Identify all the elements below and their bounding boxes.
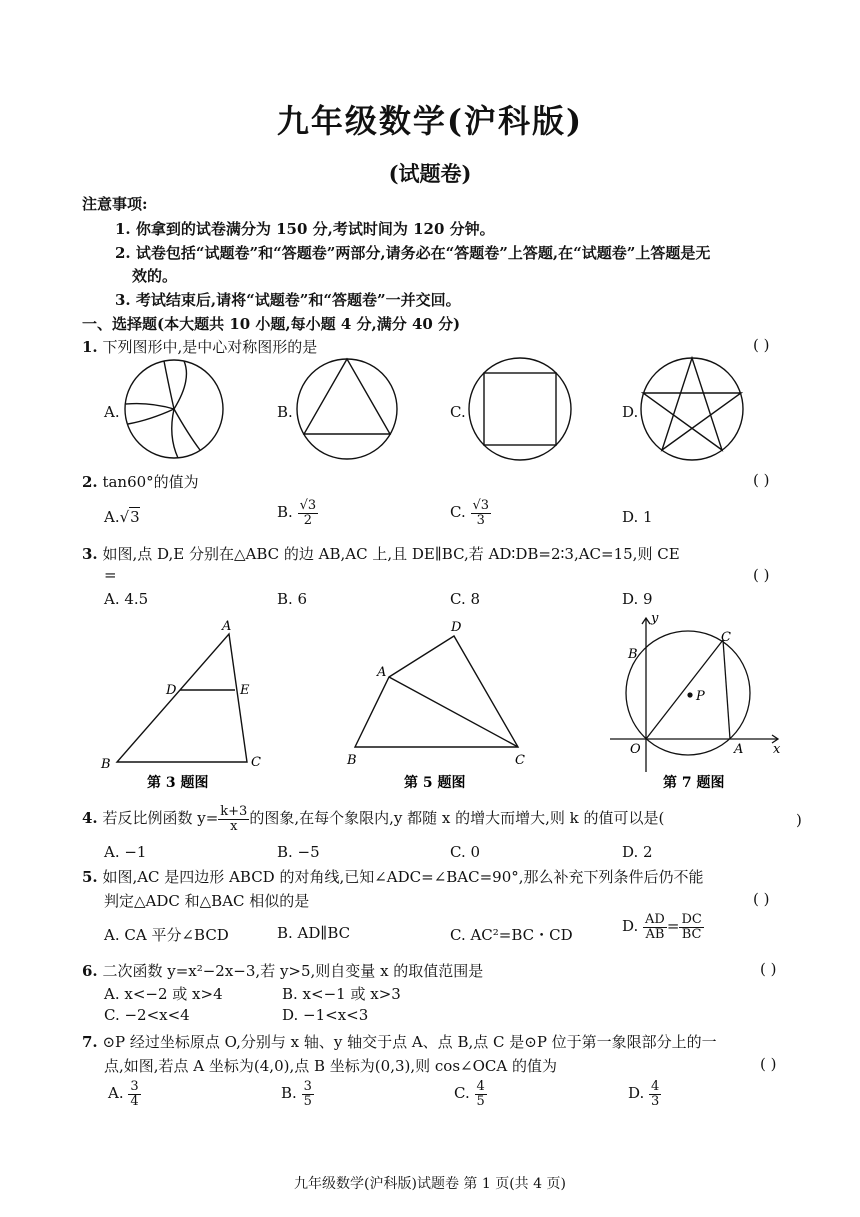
q2-option-a: A.√3: [104, 508, 140, 526]
page-subtitle: (试题卷): [388, 161, 472, 186]
q7-option-d: D. $\frac{4}{3}$: [628, 1079, 660, 1109]
fig3-label-b: B: [101, 757, 111, 772]
fig3-label-a: A: [222, 619, 232, 634]
fig3-label-d: D: [166, 683, 177, 698]
fig3-label-c: C: [251, 755, 261, 770]
question-5: [82, 866, 704, 887]
question-7-stem-cont: 点,如图,若点 A 坐标为(4,0),点 B 坐标为(0,3),则 cos∠OCA 的值为: [104, 1057, 557, 1075]
fig7-label-o: O: [630, 742, 641, 757]
q6-option-c: C. −2<x<4: [104, 1006, 190, 1024]
figures-row: [0, 600, 860, 800]
fig5-label-c: C: [515, 753, 525, 768]
q1-option-a-label: A.: [104, 403, 120, 421]
notice-item-2-cont: 效的。: [132, 267, 178, 285]
q3-option-c: C. 8: [450, 590, 481, 608]
notice-heading: 注意事项:: [82, 195, 148, 213]
fig5-label-d: D: [451, 620, 462, 635]
q1-option-c-label: C.: [450, 403, 466, 421]
fig5-label-a: A: [377, 665, 387, 680]
fig5-caption: 第 5 题图: [404, 775, 466, 791]
q6-option-a: A. x<−2 或 x>4: [104, 985, 223, 1003]
section-heading: 一、选择题(本大题共 10 小题,每小题 4 分,满分 40 分): [82, 315, 461, 333]
q5-option-c: C. AC²=BC・CD: [450, 926, 573, 944]
q5-option-a: A. CA 平分∠BCD: [104, 926, 229, 944]
figure-5: [346, 620, 525, 768]
question-6: [82, 960, 483, 981]
question-stem: 下列图形中,是中心对称图形的是: [102, 338, 318, 356]
answer-paren: ( ): [760, 1055, 777, 1073]
q1-option-d-label: D.: [622, 403, 639, 421]
question-number: 1.: [82, 338, 98, 356]
q7-option-a: A. $\frac{3}{4}$: [108, 1079, 139, 1109]
question-number: 5.: [82, 868, 98, 886]
question-3: [82, 543, 680, 564]
question-number: 6.: [82, 962, 98, 980]
answer-paren: ( ): [760, 960, 777, 978]
notice-item-2: 2. 试卷包括“试题卷”和“答题卷”两部分,请务必在“答题卷”上答题,在“试题卷”上答题是无: [115, 244, 711, 262]
question-number: 2.: [82, 473, 98, 491]
fig7-label-p: P: [696, 689, 705, 704]
notice-item-3: 3. 考试结束后,请将“试题卷”和“答题卷”一并交回。: [115, 291, 461, 309]
fig5-label-b: B: [347, 753, 357, 768]
question-stem: tan60°的值为: [102, 473, 199, 491]
q4-option-a: A. −1: [104, 843, 147, 861]
q1-option-b-label: B.: [277, 403, 293, 421]
q1-figures: [0, 0, 860, 470]
answer-paren: ( ): [753, 890, 770, 908]
fig7-label-a: A: [734, 742, 744, 757]
fig7-label-b: B: [628, 647, 638, 662]
notice-item-1: 1. 你拿到的试卷满分为 150 分,考试时间为 120 分钟。: [115, 220, 495, 238]
q2-option-b: B. $\frac{√3}{2}$: [277, 498, 317, 528]
question-number: 3.: [82, 545, 98, 563]
q4-option-d: D. 2: [622, 843, 653, 861]
q1-figure-d: [641, 358, 743, 460]
answer-paren: ( ): [753, 471, 770, 489]
q1-figure-c: [469, 358, 571, 460]
q3-option-b: B. 6: [277, 590, 308, 608]
question-stem: 如图,点 D,E 分别在△ABC 的边 AB,AC 上,且 DE∥BC,若 AD∶DB=2∶3,AC=15,则 CE: [102, 545, 680, 563]
q5-option-d: D. $\frac{AD}{AB}$ = $\frac{DC}{BC}$: [622, 912, 702, 942]
question-3-stem-cont: =: [104, 566, 117, 584]
q1-figure-b: [297, 359, 397, 459]
fig7-label-c: C: [721, 630, 731, 645]
question-stem: 二次函数 y=x²−2x−3,若 y>5,则自变量 x 的取值范围是: [102, 962, 484, 980]
q2-option-d: D. 1: [622, 508, 653, 526]
q6-option-b: B. x<−1 或 x>3: [282, 985, 401, 1003]
figure-3: [100, 619, 261, 772]
q7-option-c: C. $\frac{4}{5}$: [454, 1079, 485, 1109]
q6-option-d: D. −1<x<3: [282, 1006, 369, 1024]
q7-option-b: B. $\frac{3}{5}$: [281, 1079, 312, 1109]
answer-paren: ( ): [753, 336, 770, 354]
q3-option-d: D. 9: [622, 590, 653, 608]
fig3-caption: 第 3 题图: [147, 775, 209, 791]
fig7-label-y: y: [651, 611, 659, 626]
q2-option-c: C. $\frac{√3}{3}$: [450, 498, 490, 528]
fig3-label-e: E: [240, 683, 250, 698]
question-4: 4. 若反比例函数 y= $\frac{k+3}{x}$ 的图象,在每个象限内,y 都随 x 的增大而增大,则 k 的值可以是(: [82, 804, 665, 834]
q1-figure-a: [125, 360, 223, 458]
question-7: [82, 1031, 717, 1052]
answer-paren: ( ): [753, 566, 770, 584]
question-number: 7.: [82, 1033, 98, 1051]
question-stem: ⊙P 经过坐标原点 O,分别与 x 轴、y 轴交于点 A、点 B,点 C 是⊙P 位于第一象限部分上的一: [102, 1033, 717, 1051]
page-title: 九年级数学(沪科版): [276, 102, 584, 140]
fig7-caption: 第 7 题图: [663, 775, 725, 791]
q3-option-a: A. 4.5: [104, 590, 149, 608]
figure-7: [610, 611, 781, 772]
question-2: [82, 471, 199, 492]
q5-option-b: B. AD∥BC: [277, 924, 351, 942]
question-5-stem-cont: 判定△ADC 和△BAC 相似的是: [104, 892, 310, 910]
q4-option-c: C. 0: [450, 843, 481, 861]
question-stem: 如图,AC 是四边形 ABCD 的对角线,已知∠ADC=∠BAC=90°,那么补充下列条件后仍不能: [102, 868, 704, 886]
fig7-label-x: x: [773, 742, 781, 757]
question-number: 4.: [82, 809, 98, 828]
page-footer: 九年级数学(沪科版)试题卷 第 1 页(共 4 页): [294, 1176, 566, 1192]
q4-option-b: B. −5: [277, 843, 320, 861]
answer-paren-close: ): [796, 811, 802, 829]
